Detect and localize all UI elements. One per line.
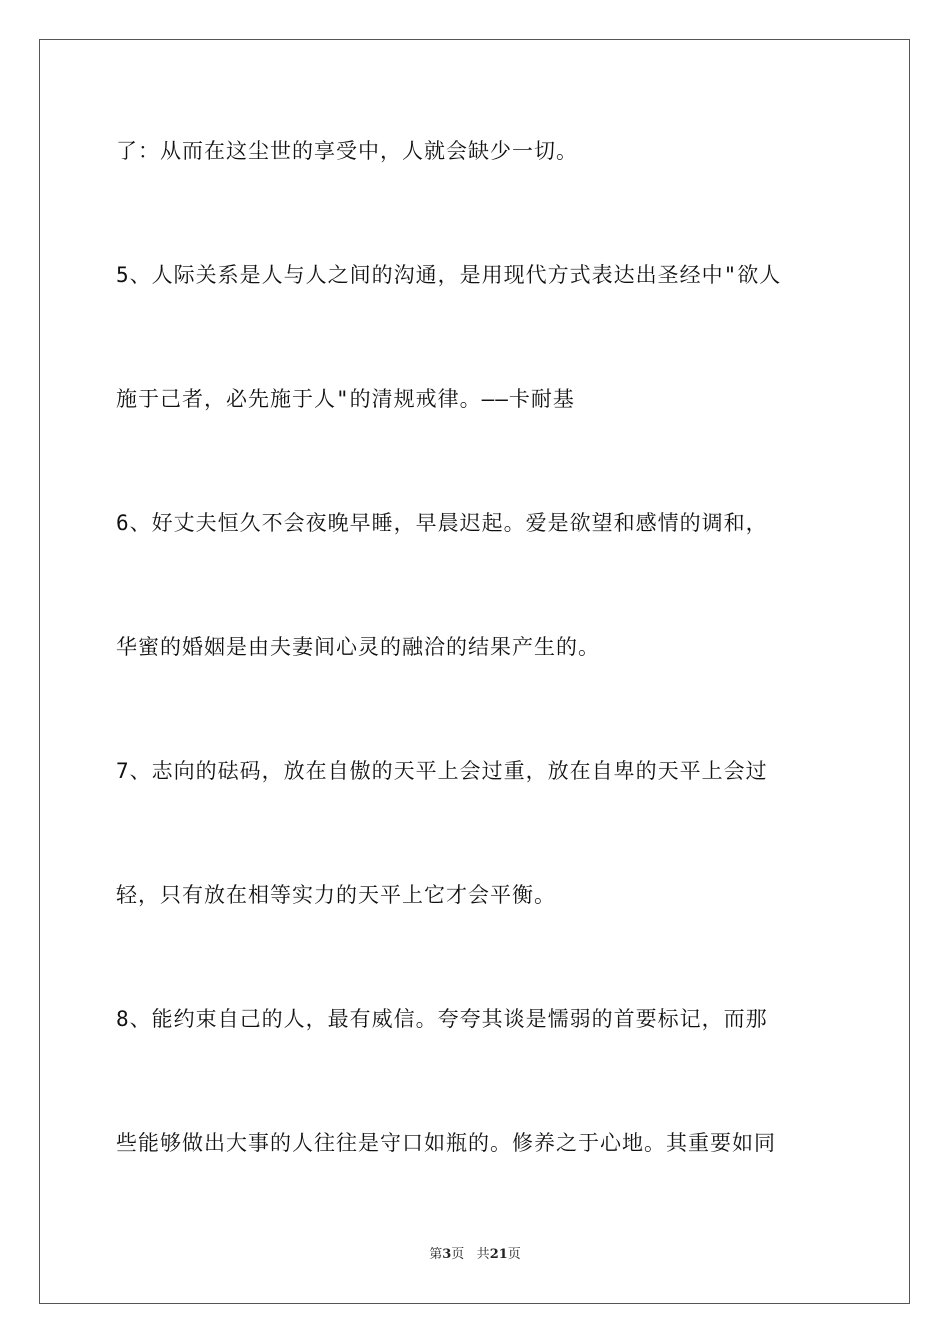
text-line: 了：从而在这尘世的享受中，人就会缺少一切。 (116, 139, 578, 163)
text-line: 施于己者，必先施于人"的清规戒律。——卡耐基 (116, 387, 575, 411)
text-line: 6、好丈夫恒久不会夜晚早睡，早晨迟起。爱是欲望和感情的调和， (116, 511, 768, 535)
text-line: 轻，只有放在相等实力的天平上它才会平衡。 (116, 883, 556, 907)
footer-total-prefix: 共 (476, 1247, 490, 1262)
footer-total-suffix: 页 (507, 1247, 521, 1262)
footer-total-pages: 21 (489, 1247, 508, 1262)
page-footer (0, 1243, 950, 1262)
text-line: 8、能约束自己的人，最有威信。夸夸其谈是懦弱的首要标记，而那 (116, 1007, 768, 1031)
page-frame (39, 39, 910, 1304)
text-line: 华蜜的婚姻是由夫妻间心灵的融洽的结果产生的。 (116, 635, 600, 659)
text-line: 些能够做出大事的人往往是守口如瓶的。修养之于心地。其重要如同 (116, 1131, 776, 1155)
text-line: 7、志向的砝码，放在自傲的天平上会过重，放在自卑的天平上会过 (116, 759, 768, 783)
text-line: 5、人际关系是人与人之间的沟通，是用现代方式表达出圣经中"欲人 (116, 263, 782, 287)
footer-page-number: 3 (442, 1247, 452, 1262)
footer-page-prefix: 第 (429, 1247, 443, 1262)
footer-page-suffix: 页 (451, 1247, 465, 1262)
